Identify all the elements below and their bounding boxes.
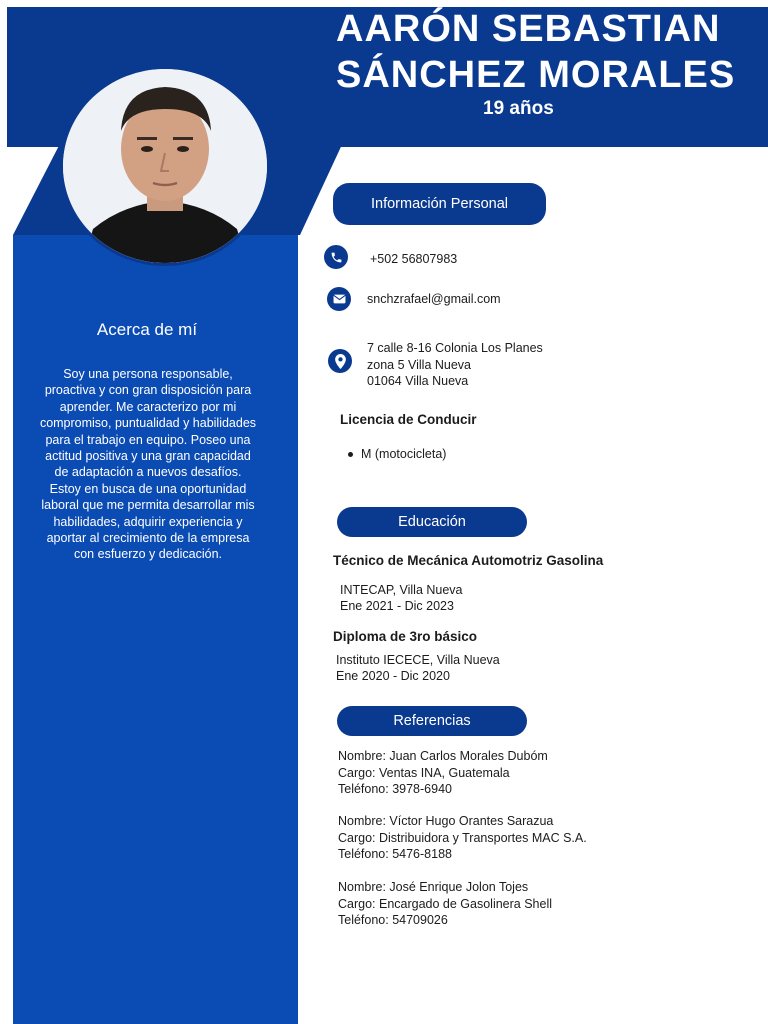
personal-info-heading: Información Personal <box>333 183 546 225</box>
references-heading: Referencias <box>337 706 527 736</box>
reference-1 <box>338 748 548 798</box>
age: 19 años <box>483 98 554 119</box>
bullet-icon <box>348 452 353 457</box>
name-line-1: AARÓN SEBASTIAN <box>336 8 721 50</box>
address <box>367 340 543 390</box>
reference-1-name: Nombre: Juan Carlos Morales Dubóm <box>338 749 548 763</box>
phone-icon <box>324 245 348 269</box>
license-title: Licencia de Conducir <box>340 412 477 427</box>
address-line-1: 7 calle 8-16 Colonia Los Planes <box>367 341 543 355</box>
address-line-2: zona 5 Villa Nueva <box>367 357 472 372</box>
profile-photo <box>60 66 270 266</box>
portrait-icon <box>63 69 267 263</box>
phone-text: +502 56807983 <box>370 252 458 266</box>
education-school-2: Instituto IECECE, Villa Nueva <box>336 653 500 667</box>
education-dates-1: Ene 2021 - Dic 2023 <box>340 599 454 613</box>
reference-2-phone: Teléfono: 5476-8188 <box>338 847 452 861</box>
education-degree-1: Técnico de Mecánica Automotriz Gasolina <box>333 553 604 568</box>
reference-2-role: Cargo: Distribuidora y Transportes MAC S.A. <box>338 830 587 845</box>
reference-3-name: Nombre: José Enrique Jolon Tojes <box>338 880 529 894</box>
about-text: Soy una persona responsable, proactiva y con gran disposición para aprender. Me caracterizo por mi compromiso, puntualidad y habilidades para el trabajo en equipo. Poseo una actitud positiva y una gran capacidad de adaptación a nuevos desafíos. Estoy en busca de una oportunidad laboral que me permita desarrollar mis habilidades, adquirir experiencia y aportar al crecimiento de la empresa con esfuerzo y dedicación. <box>39 367 257 562</box>
reference-3 <box>338 879 552 929</box>
reference-3-phone: Teléfono: 54709026 <box>338 913 448 927</box>
reference-2-name: Nombre: Víctor Hugo Orantes Sarazua <box>338 814 554 828</box>
email-icon <box>327 287 351 311</box>
reference-3-role: Cargo: Encargado de Gasolinera Shell <box>338 896 553 911</box>
reference-2 <box>338 813 587 863</box>
education-school-1: INTECAP, Villa Nueva <box>340 583 463 597</box>
reference-1-role: Cargo: Ventas INA, Guatemala <box>338 765 510 780</box>
email-text: snchzrafael@gmail.com <box>367 292 501 306</box>
education-dates-2: Ene 2020 - Dic 2020 <box>336 669 450 683</box>
education-heading: Educación <box>337 507 527 537</box>
license-item: M (motocicleta) <box>361 447 447 461</box>
reference-1-phone: Teléfono: 3978-6940 <box>338 782 452 796</box>
education-degree-2: Diploma de 3ro básico <box>333 629 478 644</box>
location-pin-icon <box>328 349 352 373</box>
address-line-3: 01064 Villa Nueva <box>367 374 469 388</box>
sidebar <box>13 235 298 1024</box>
about-title: Acerca de mí <box>96 320 198 339</box>
full-name <box>336 6 766 98</box>
name-line-2: SÁNCHEZ MORALES <box>336 54 736 96</box>
